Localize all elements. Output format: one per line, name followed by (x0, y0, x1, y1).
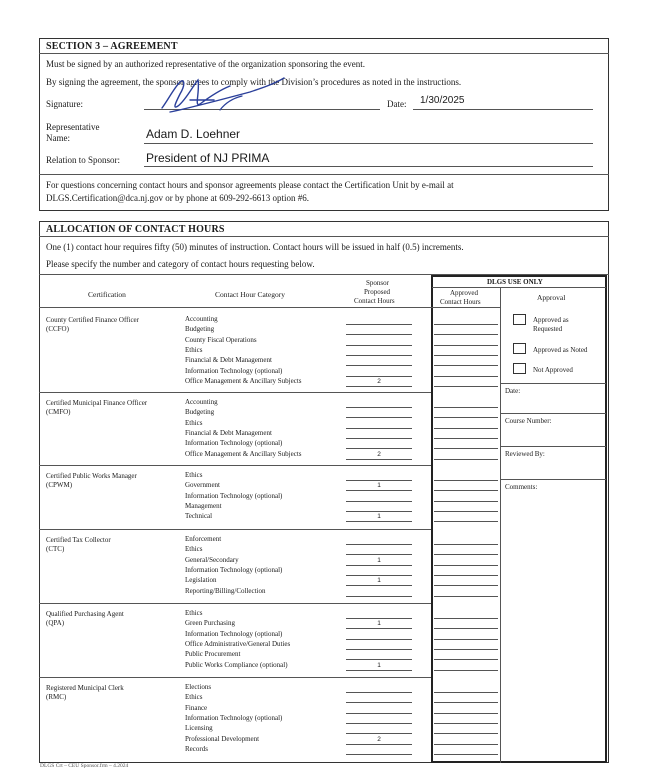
certification-name: Registered Municipal Clerk (46, 684, 124, 692)
certification-code: (QPA) (46, 619, 65, 627)
sponsor-hours-field[interactable] (346, 702, 412, 703)
sponsor-hours-field[interactable] (346, 618, 412, 619)
sponsor-hours-field[interactable] (346, 713, 412, 714)
contact-hour-category: Ethics (185, 545, 203, 554)
sponsor-hours-field[interactable] (346, 723, 412, 724)
contact-hour-category: Information Technology (optional) (185, 629, 283, 638)
date-value: 1/30/2025 (420, 95, 465, 106)
sponsor-hours-field[interactable] (346, 376, 412, 377)
approved-hours-field[interactable] (434, 324, 498, 325)
contact-hour-category: County Fiscal Operations (185, 335, 257, 344)
contact-hour-category: Enforcement (185, 535, 222, 543)
sponsor-hours-field[interactable] (346, 459, 412, 460)
approved-hours-field[interactable] (434, 490, 498, 491)
contact-hour-category: Public Procurement (185, 650, 241, 659)
sponsor-hours-field[interactable] (346, 575, 412, 576)
section-3-instruction-1: Must be signed by an authorized representative of the organization sponsoring the event. (46, 59, 365, 69)
sponsor-hours-value: 1 (377, 556, 381, 564)
contact-hour-category: Professional Development (185, 734, 260, 743)
not-approved-checkbox[interactable] (513, 363, 526, 374)
contact-hour-category: Ethics (185, 418, 203, 427)
form-footer: DLGS Crt – CEU Sponsor.frm – 4.2024 (40, 763, 129, 769)
contact-hour-category: Financial & Debt Management (185, 428, 272, 437)
questions-line-2: DLGS.Certification@dca.nj.gov or by phone at 609-292-6613 option #6. (46, 193, 309, 203)
sponsor-hours-value: 2 (377, 377, 381, 385)
group-separator (39, 677, 431, 678)
col-sponsor-header-2: Proposed (364, 288, 391, 296)
group-separator (39, 392, 431, 393)
approved-hours-field[interactable] (434, 386, 498, 387)
approved-hours-field[interactable] (434, 365, 498, 366)
contact-hour-category: Information Technology (optional) (185, 366, 283, 375)
certification-name: Certified Public Works Manager (46, 472, 137, 480)
section-3-title: SECTION 3 – AGREEMENT (46, 41, 178, 52)
sponsor-hours-field[interactable] (346, 334, 412, 335)
dlgs-date-label: Date: (505, 387, 521, 395)
contact-hour-category: Accounting (185, 398, 218, 406)
contact-hour-category: Records (185, 744, 208, 753)
sponsor-hours-value: 1 (377, 513, 381, 521)
approved-hours-field[interactable] (434, 702, 498, 703)
relation-field[interactable] (144, 166, 593, 167)
dlgs-title: DLGS USE ONLY (487, 278, 543, 286)
approved-hours-field[interactable] (434, 585, 498, 586)
approved-hours-field[interactable] (434, 639, 498, 640)
approved-hours-field[interactable] (434, 744, 498, 745)
questions-line-1: For questions concerning contact hours and sponsor agreements please contact the Certification Unit by e-mail at (46, 180, 454, 190)
approved-hours-field[interactable] (434, 521, 498, 522)
table-header-rule (39, 307, 501, 308)
contact-hour-category: Finance (185, 703, 208, 712)
contact-hour-category: Information Technology (optional) (185, 439, 283, 448)
approved-hours-field[interactable] (434, 596, 498, 597)
col-category-header: Contact Hour Category (215, 290, 285, 299)
not-approved-label: Not Approved (533, 366, 573, 374)
approved-hours-field[interactable] (434, 459, 498, 460)
approved-hours-field[interactable] (434, 565, 498, 566)
dlgs-date-rule (500, 383, 606, 384)
approved-hours-field[interactable] (434, 407, 498, 408)
certification-code: (CMFO) (46, 408, 71, 416)
sponsor-hours-field[interactable] (346, 365, 412, 366)
approved-as-noted-label: Approved as Noted (533, 346, 588, 354)
allocation-title: ALLOCATION OF CONTACT HOURS (46, 224, 225, 235)
certification-code: (CTC) (46, 545, 65, 553)
contact-hour-category: Ethics (185, 609, 203, 617)
sponsor-hours-field[interactable] (346, 692, 412, 693)
sponsor-hours-value: 1 (377, 577, 381, 585)
sponsor-hours-field[interactable] (346, 649, 412, 650)
sponsor-hours-field[interactable] (346, 417, 412, 418)
allocation-instruction-2: Please specify the number and category of contact hours requesting below. (46, 259, 315, 269)
date-field[interactable] (413, 109, 593, 110)
approved-hours-field[interactable] (434, 544, 498, 545)
certification-name: Qualified Purchasing Agent (46, 610, 124, 618)
approved-hours-field[interactable] (434, 355, 498, 356)
dlgs-approval-header: Approval (537, 293, 566, 302)
contact-hour-category: Financial & Debt Management (185, 356, 272, 365)
sponsor-hours-field[interactable] (346, 554, 412, 555)
sponsor-hours-field[interactable] (346, 501, 412, 502)
signature-image (150, 70, 290, 122)
contact-hour-category: Budgeting (185, 408, 215, 417)
certification-code: (CPWM) (46, 481, 73, 489)
dlgs-approved-header-1: Approved (450, 289, 478, 297)
contact-hour-category: Ethics (185, 345, 203, 354)
approved-as-requested-label-2: Requested (533, 325, 563, 333)
sponsor-hours-field[interactable] (346, 324, 412, 325)
contact-hour-category: Licensing (185, 724, 213, 733)
dlgs-reviewed-by-label: Reviewed By: (505, 450, 545, 458)
contact-hour-category: Public Works Compliance (optional) (185, 660, 288, 669)
contact-hour-category: Office Management & Ancillary Subjects (185, 449, 302, 458)
contact-hour-category: Office Management & Ancillary Subjects (185, 376, 302, 385)
col-sponsor-header-1: Sponsor (366, 279, 389, 287)
sponsor-hours-field[interactable] (346, 345, 412, 346)
dlgs-title-rule (432, 287, 606, 288)
dlgs-comments-rule (500, 479, 606, 480)
rep-name-field[interactable] (144, 143, 593, 144)
sponsor-hours-field[interactable] (346, 639, 412, 640)
group-separator (39, 465, 431, 466)
contact-hour-category: Government (185, 481, 220, 490)
contact-hour-category: Legislation (185, 576, 217, 585)
certification-name: Certified Tax Collector (46, 536, 111, 544)
relation-value: President of NJ PRIMA (146, 151, 270, 165)
approved-as-requested-checkbox[interactable] (513, 314, 526, 325)
sponsor-hours-field[interactable] (346, 565, 412, 566)
approved-hours-field[interactable] (434, 670, 498, 671)
sponsor-hours-field[interactable] (346, 407, 412, 408)
approved-hours-field[interactable] (434, 480, 498, 481)
contact-hour-category: Office Administrative/General Duties (185, 639, 291, 648)
rep-name-label-2: Name: (46, 133, 70, 143)
sponsor-hours-value: 2 (377, 450, 381, 458)
approved-hours-field[interactable] (434, 376, 498, 377)
certification-name: Certified Municipal Finance Officer (46, 399, 148, 407)
contact-hour-category: Reporting/Billing/Collection (185, 586, 266, 595)
approved-hours-field[interactable] (434, 692, 498, 693)
approved-hours-field[interactable] (434, 733, 498, 734)
section-3-divider (39, 174, 609, 175)
certification-name: County Certified Finance Officer (46, 316, 139, 324)
contact-hour-category: Budgeting (185, 325, 215, 334)
approved-hours-field[interactable] (434, 659, 498, 660)
sponsor-hours-value: 1 (377, 661, 381, 669)
sponsor-hours-field[interactable] (346, 744, 412, 745)
approved-hours-field[interactable] (434, 345, 498, 346)
approved-as-requested-label-1: Approved as (533, 316, 569, 324)
contact-hour-category: Information Technology (optional) (185, 491, 283, 500)
sponsor-hours-value: 2 (377, 735, 381, 743)
group-separator (39, 529, 431, 530)
contact-hour-category: Ethics (185, 693, 203, 702)
contact-hour-category: General/Secondary (185, 555, 239, 564)
sponsor-hours-field[interactable] (346, 448, 412, 449)
certification-code: (RMC) (46, 693, 67, 701)
sponsor-hours-field[interactable] (346, 544, 412, 545)
rep-name-value: Adam D. Loehner (146, 127, 241, 141)
contact-hour-category: Green Purchasing (185, 619, 235, 628)
approved-hours-field[interactable] (434, 417, 498, 418)
relation-label: Relation to Sponsor: (46, 155, 120, 165)
approved-hours-field[interactable] (434, 575, 498, 576)
approved-hours-field[interactable] (434, 334, 498, 335)
approved-hours-field[interactable] (434, 723, 498, 724)
col-sponsor-header-3: Contact Hours (354, 297, 395, 305)
rep-name-label-1: Representative (46, 122, 100, 132)
section-3-title-rule (39, 53, 609, 54)
dlgs-comments-label: Comments: (505, 483, 538, 491)
contact-hour-category: Information Technology (optional) (185, 713, 283, 722)
approved-hours-field[interactable] (434, 501, 498, 502)
sponsor-hours-field[interactable] (346, 670, 412, 671)
sponsor-hours-field[interactable] (346, 733, 412, 734)
contact-hour-category: Ethics (185, 471, 203, 479)
sponsor-hours-field[interactable] (346, 585, 412, 586)
approved-hours-field[interactable] (434, 554, 498, 555)
sponsor-hours-value: 1 (377, 620, 381, 628)
approved-hours-field[interactable] (434, 511, 498, 512)
dlgs-approved-header-2: Contact Hours (440, 298, 481, 306)
sponsor-hours-field[interactable] (346, 754, 412, 755)
sponsor-hours-field[interactable] (346, 355, 412, 356)
group-separator (39, 603, 431, 604)
contact-hour-category: Technical (185, 512, 213, 521)
sponsor-hours-field[interactable] (346, 386, 412, 387)
approved-hours-field[interactable] (434, 428, 498, 429)
col-certification-header: Certification (88, 290, 126, 299)
sponsor-hours-field[interactable] (346, 511, 412, 512)
approved-hours-field[interactable] (434, 754, 498, 755)
contact-hour-category: Information Technology (optional) (185, 565, 283, 574)
dlgs-column-divider (500, 287, 501, 763)
contact-hour-category: Elections (185, 683, 212, 691)
date-label: Date: (387, 99, 407, 109)
dlgs-course-number-label: Course Number: (505, 417, 552, 425)
approved-hours-field[interactable] (434, 618, 498, 619)
allocation-title-rule (39, 236, 609, 237)
contact-hour-category: Management (185, 501, 222, 510)
approved-hours-field[interactable] (434, 448, 498, 449)
approved-hours-field[interactable] (434, 649, 498, 650)
sponsor-hours-field[interactable] (346, 659, 412, 660)
section-3-instruction-2: By signing the agreement, the sponsor agrees to comply with the Division’s procedures as noted in the instructions. (46, 77, 462, 87)
contact-hour-category: Accounting (185, 315, 218, 323)
sponsor-hours-field[interactable] (346, 628, 412, 629)
dlgs-course-rule (500, 413, 606, 414)
sponsor-hours-value: 1 (377, 482, 381, 490)
approved-hours-field[interactable] (434, 438, 498, 439)
signature-label: Signature: (46, 99, 83, 109)
sponsor-hours-field[interactable] (346, 521, 412, 522)
certification-code: (CCFO) (46, 325, 69, 333)
sponsor-hours-field[interactable] (346, 480, 412, 481)
sponsor-hours-field[interactable] (346, 596, 412, 597)
approved-hours-field[interactable] (434, 713, 498, 714)
sponsor-hours-field[interactable] (346, 490, 412, 491)
sponsor-hours-field[interactable] (346, 438, 412, 439)
allocation-instruction-1: One (1) contact hour requires fifty (50) minutes of instruction. Contact hours will be issued in half (0.5) increments. (46, 242, 464, 252)
dlgs-reviewed-rule (500, 446, 606, 447)
approved-as-noted-checkbox[interactable] (513, 343, 526, 354)
approved-hours-field[interactable] (434, 628, 498, 629)
sponsor-hours-field[interactable] (346, 428, 412, 429)
